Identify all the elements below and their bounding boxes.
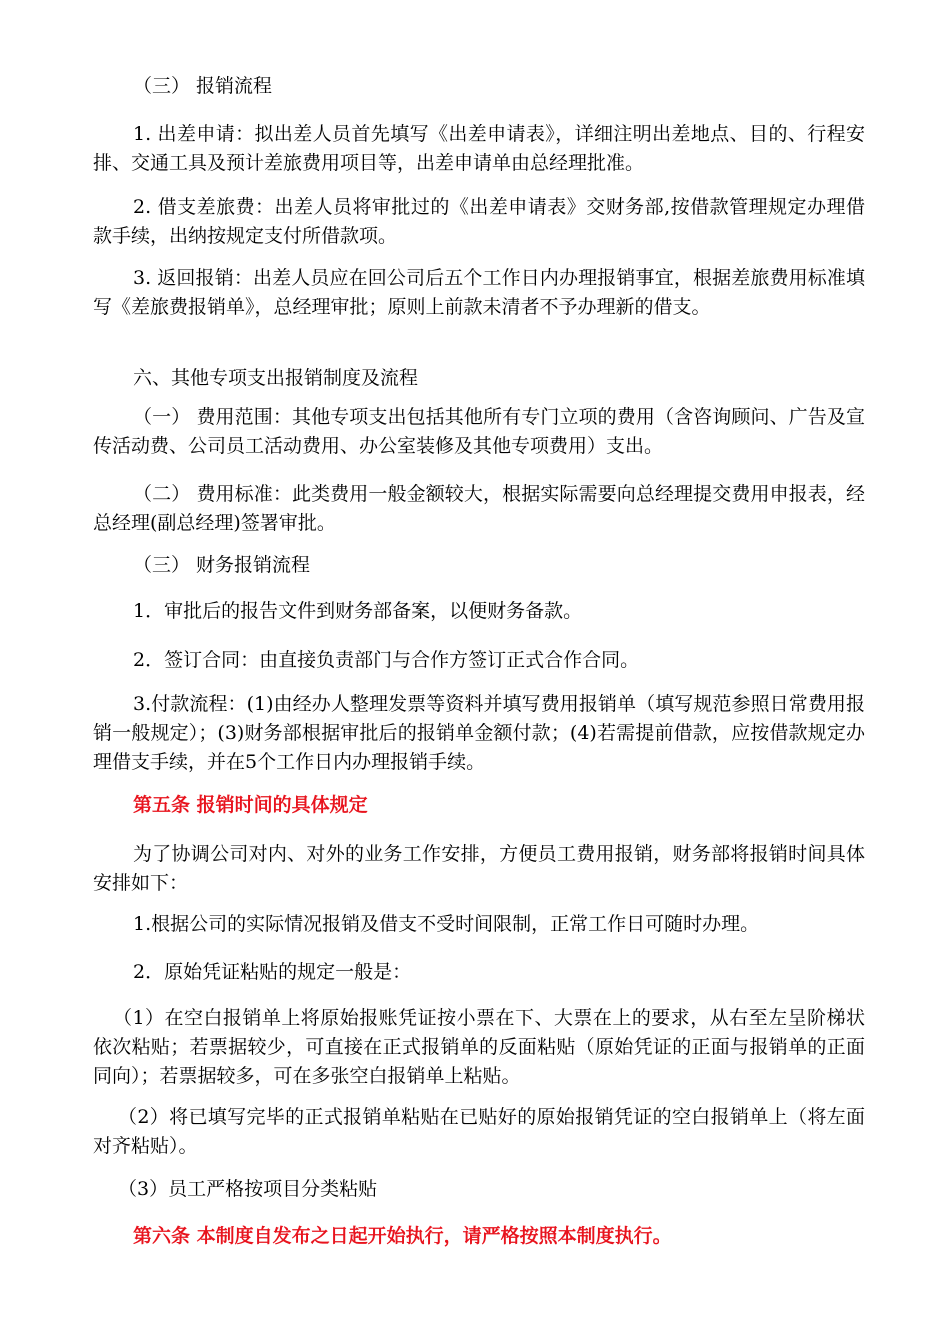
paragraph-voucher-rules-intro: 2．原始凭证粘贴的规定一般是：: [133, 961, 412, 983]
paragraph-return-reimbursement: 3. 返回报销：出差人员应在回公司后五个工作日内办理报销事宜，根据差旅费用标准填写《差旅费报销单》，总经理审批；原则上前款未清者不予办理新的借支。: [93, 267, 865, 318]
article-six-heading: 第六条 本制度自发布之日起开始执行，请严格按照本制度执行。: [133, 1225, 672, 1247]
paragraph-travel-advance: 2. 借支差旅费：出差人员将审批过的《出差申请表》交财务部,按借款管理规定办理借款手续，出纳按规定支付所借款项。: [93, 196, 865, 247]
paragraph-approval-filing: 1．审批后的报告文件到财务部备案，以便财务备款。: [133, 600, 583, 622]
paragraph-payment-process: 3.付款流程：(1)由经办人整理发票等资料并填写费用报销单（填写规范参照日常费用报销一般规定）；(3)财务部根据审批后的报销单金额付款；(4)若需提前借款，应按借款规定办理借支手续，并在5个工作日内办理报销手续。: [93, 693, 865, 773]
paragraph-voucher-rule-3: （3）员工严格按项目分类粘贴: [118, 1178, 378, 1200]
paragraph-time-arrangement-intro: 为了协调公司对内、对外的业务工作安排，方便员工费用报销，财务部将报销时间具体安排如下：: [93, 843, 865, 894]
section-heading-special-expenses: 六、其他专项支出报销制度及流程: [133, 367, 419, 389]
paragraph-travel-application: 1. 出差申请：拟出差人员首先填写《出差申请表》，详细注明出差地点、目的、行程安排、交通工具及预计差旅费用项目等，出差申请单由总经理批准。: [93, 123, 865, 174]
section-heading-reimbursement-process: （三） 报销流程: [133, 75, 273, 97]
paragraph-voucher-rule-1: （1）在空白报销单上将原始报账凭证按小票在下、大票在上的要求，从右至左呈阶梯状依次粘贴；若票据较少，可直接在正式报销单的反面粘贴（原始凭证的正面与报销单的正面同向）；若票据较多，可在多张空白报销单上粘贴。: [93, 1007, 865, 1087]
paragraph-expense-standard: （二） 费用标准：此类费用一般金额较大，根据实际需要向总经理提交费用申报表，经总经理(副总经理)签署审批。: [93, 483, 865, 534]
section-heading-finance-process: （三） 财务报销流程: [133, 554, 311, 576]
paragraph-expense-scope: （一） 费用范围：其他专项支出包括其他所有专门立项的费用（含咨询顾问、广告及宣传活动费、公司员工活动费用、办公室装修及其他专项费用）支出。: [93, 406, 865, 457]
paragraph-no-time-limit: 1.根据公司的实际情况报销及借支不受时间限制，正常工作日可随时办理。: [133, 913, 760, 935]
article-five-heading: 第五条 报销时间的具体规定: [133, 794, 368, 816]
paragraph-contract-signing: 2．签订合同：由直接负责部门与合作方签订正式合作合同。: [133, 649, 640, 671]
paragraph-voucher-rule-2: （2）将已填写完毕的正式报销单粘贴在已贴好的原始报销凭证的空白报销单上（将左面对齐粘贴）。: [93, 1106, 865, 1157]
